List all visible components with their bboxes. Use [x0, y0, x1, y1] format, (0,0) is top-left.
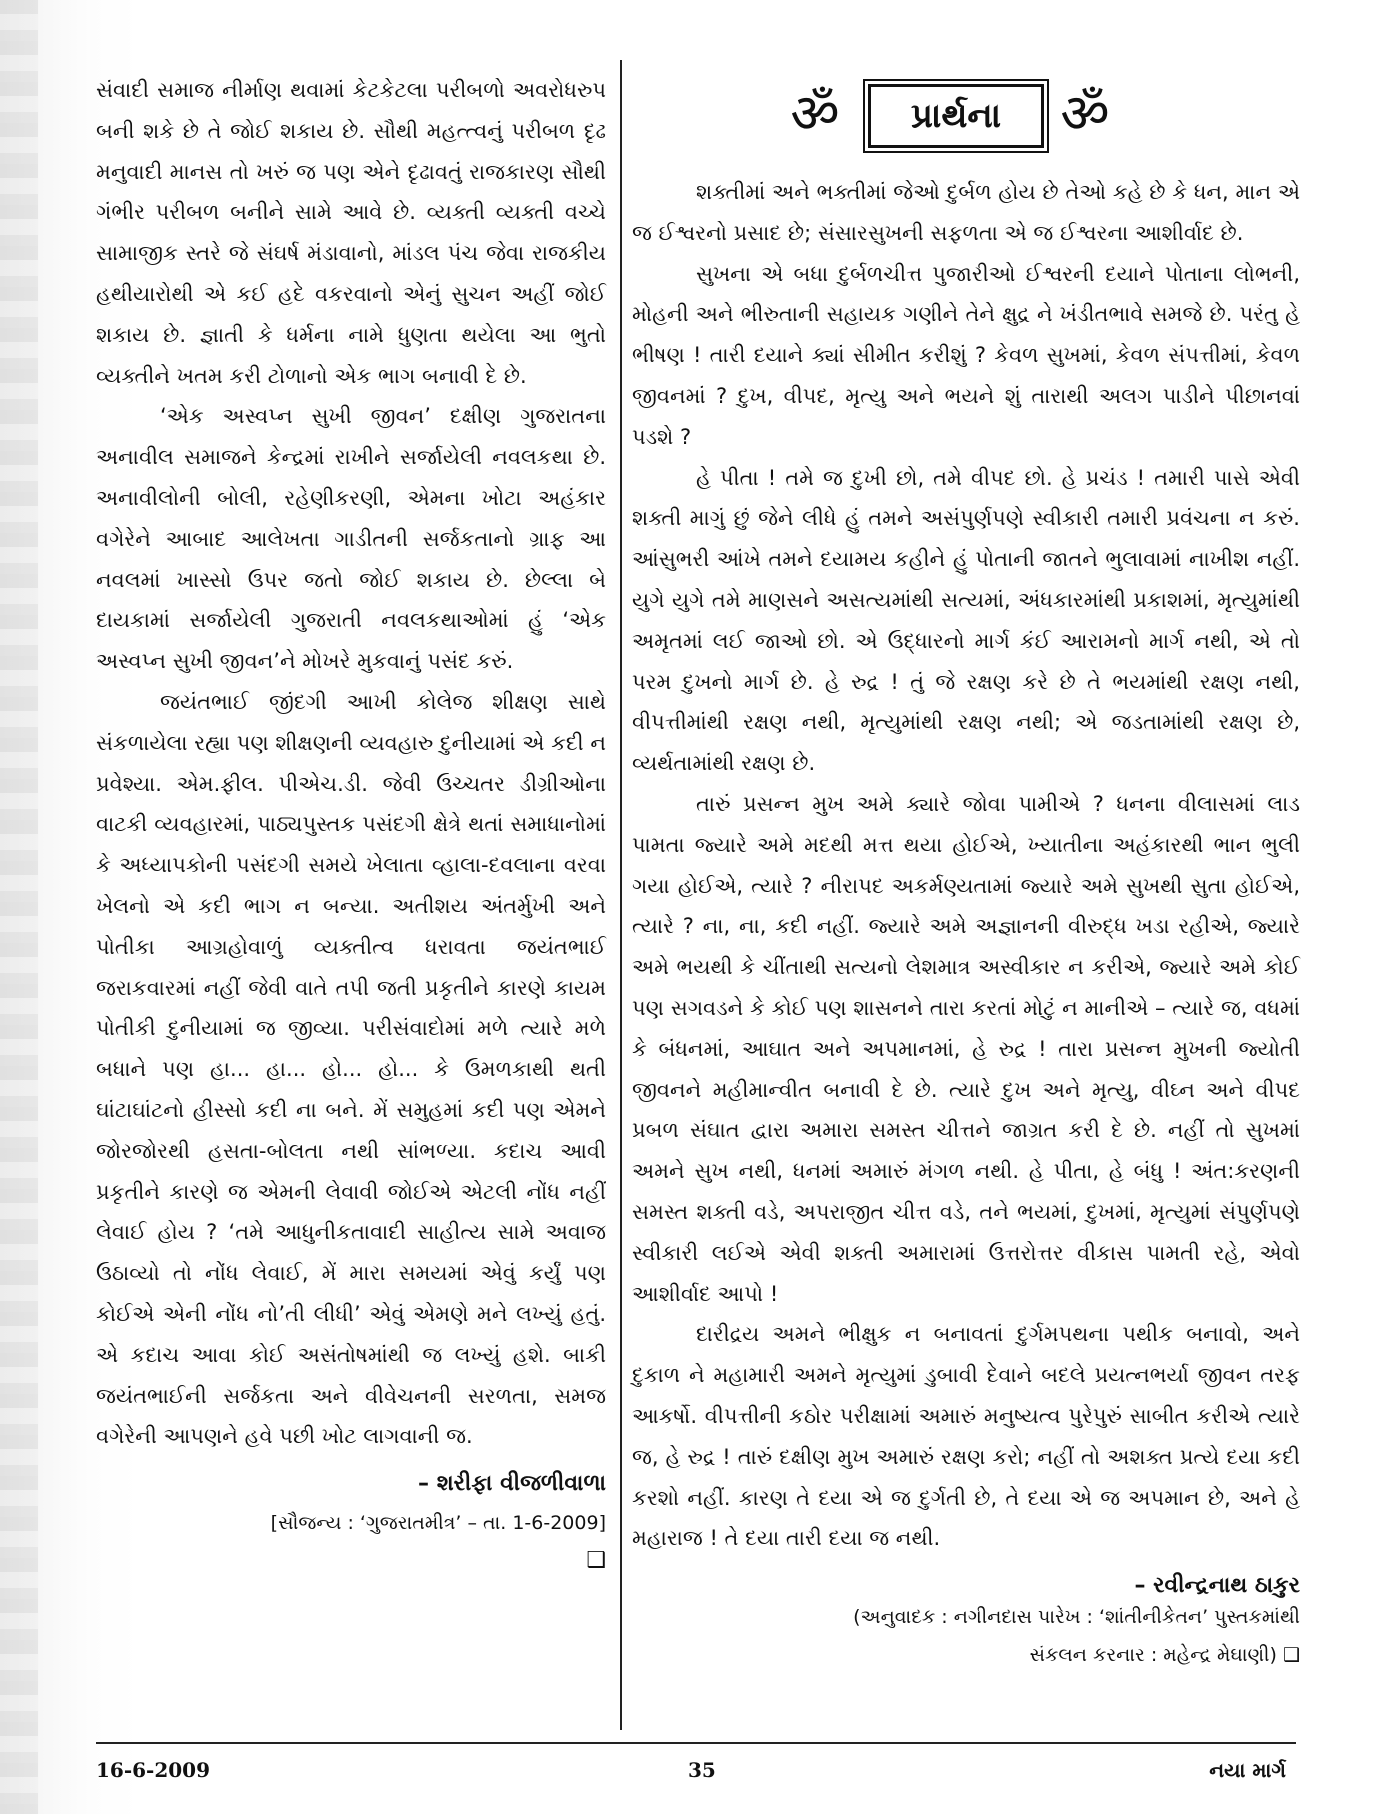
- prayer-header: [632, 70, 1300, 166]
- left-paragraph-2: ‘એક અસ્વપ્ન સુખી જીવન’ દક્ષીણ ગુજરાતના અનાવીલ સમાજને કેન્દ્રમાં રાખીને સર્જાયેલી નવલકથા છે. અનાવીલોની બોલી, રહેણીકરણી, એમના ખોટા અહંકાર વગેરેને આબાદ આલેખતા ગાડીતની સર્જકતાનો ગ્રાફ આ નવલમાં ખાસ્સો ઉપર જતો જોઈ શકાય છે. છેલ્લા બે દાયકામાં સર્જાયેલી ગુજરાતી નવલકથાઓમાં હું ‘એક અસ્વપ્ન સુખી જીવન’ને મોખરે મુકવાનું પસંદ કરું.: [96, 404, 606, 674]
- magazine-name: નયા માર્ગ: [1209, 1758, 1286, 1782]
- prayer-title: પ્રાર્થના: [868, 84, 1044, 148]
- author-signature: – શરીફા વીજળીવાળા: [418, 1471, 606, 1497]
- right-paragraph-3: હે પીતા ! તમે જ દુખી છો, તમે વીપદ છો. હે પ્રચંડ ! તમારી પાસે એવી શક્તી માગું છું જેને લીધે હું તમને અસંપુર્ણપણે સ્વીકારી તમારી પ્રવંચના ન કરું. આંસુભરી આંખે તમને દયામય કહીને હું પોતાની જાતને ભુલાવામાં નાખીશ નહીં. યુગે યુગે તમે માણસને અસત્યમાંથી સત્યમાં, અંધકારમાંથી પ્રકાશમાં, મૃત્યુમાંથી અમૃતમાં લઈ જાઓ છો. એ ઉદ્ધારનો માર્ગ કંઈ આરામનો માર્ગ નથી, એ તો પરમ દુખનો માર્ગ છે. હે રુદ્ર ! તું જે રક્ષણ કરે છે તે ભયમાંથી રક્ષણ નથી, વીપત્તીમાંથી રક્ષણ નથી, મૃત્યુમાંથી રક્ષણ નથી; એ જડતામાંથી રક્ષણ છે, વ્યર્થતામાંથી રક્ષણ છે.: [632, 465, 1300, 776]
- column-divider: [620, 60, 622, 1730]
- poet-signature: – રવીન્દ્રનાથ ઠાકુર: [1134, 1573, 1300, 1599]
- om-icon: ॐ: [790, 82, 840, 145]
- left-column: [96, 70, 606, 1573]
- page-number: 35: [688, 1758, 716, 1782]
- left-paragraph-1: સંવાદી સમાજ નીર્માણ થવામાં કેટકેટલા પરીબળો અવરોધરુપ બની શકે છે તે જોઈ શકાય છે. સૌથી મહત્ત્વનું પરીબળ દૃઢ મનુવાદી માનસ તો ખરું જ પણ એને દૃઢાવતું રાજકારણ સૌથી ગંભીર પરીબળ બનીને સામે આવે છે. વ્યક્તી વ્યક્તી વચ્ચે સામાજીક સ્તરે જે સંઘર્ષ મંડાવાનો, માંડલ પંચ જેવા રાજકીય હથીયારોથી એ કઈ હદે વકરવાનો એનું સુચન અહીં જોઈ શકાય છે. જ્ઞાતી કે ધર્મના નામે ધુણતા થયેલા આ ભુતો વ્યક્તીને ખતમ કરી ટોળાનો એક ભાગ બનાવી દે છે.: [96, 78, 606, 388]
- right-paragraph-5: દારીદ્રય અમને ભીક્ષુક ન બનાવતાં દુર્ગમપથના પથીક બનાવો, અને દુકાળ ને મહામારી અમને મૃત્યુમાં ડુબાવી દેવાને બદલે પ્રયત્નભર્યા જીવન તરફ આકર્ષો. વીપત્તીની કઠોર પરીક્ષામાં અમારું મનુષ્યત્વ પુરેપુરું સાબીત કરીએ ત્યારે જ, હે રુદ્ર ! તારું દક્ષીણ મુખ અમારું રક્ષણ કરો; નહીં તો અશક્ત પ્રત્યે દયા કદી કરશો નહીં. કારણ તે દયા એ જ દુર્ગતી છે, તે દયા એ જ અપમાન છે, અને હે મહારાજ ! તે દયા તારી દયા જ નથી.: [632, 1322, 1300, 1551]
- page-footer: [96, 1742, 1296, 1804]
- right-column: [632, 70, 1300, 1674]
- issue-date: 16-6-2009: [96, 1758, 211, 1782]
- right-paragraph-4: તારું પ્રસન્ન મુખ અમે ક્યારે જોવા પામીએ ? ધનના વીલાસમાં લાડ પામતા જ્યારે અમે મદથી મત્ત થયા હોઈએ, ખ્યાતીના અહંકારથી ભાન ભુલી ગયા હોઈએ, ત્યારે ? નીરાપદ અકર્મણ્યતામાં જ્યારે અમે સુખથી સુતા હોઈએ, ત્યારે ? ના, ના, કદી નહીં. જ્યારે અમે અજ્ઞાનની વીરુદ્ધ ખડા રહીએ, જ્યારે અમે ભયથી કે ચીંતાથી સત્યનો લેશમાત્ર અસ્વીકાર ન કરીએ, જ્યારે અમે કોઈ પણ સગવડને કે કોઈ પણ શાસનને તારા કરતાં મોટું ન માનીએ – ત્યારે જ, વધમાં કે બંધનમાં, આઘાત અને અપમાનમાં, હે રુદ્ર ! તારા પ્રસન્ન મુખની જ્યોતી જીવનને મહીમાન્વીત બનાવી દે છે. ત્યારે દુખ અને મૃત્યુ, વીઘ્ન અને વીપદ પ્રબળ સંઘાત દ્વારા અમારા સમસ્ત ચીત્તને જાગ્રત કરી દે છે. નહીં તો સુખમાં અમને સુખ નથી, ધનમાં અમારું મંગળ નથી. હે પીતા, હે બંધુ ! અંત:કરણની સમસ્ત શક્તી વડે, અપરાજીત ચીત્ત વડે, તને ભયમાં, દુખમાં, મૃત્યુમાં સંપુર્ણપણે સ્વીકારી લઈએ એવી શક્તી અમારામાં ઉત્તરોત્તર વીકાસ પામતી રહે, એવો આશીર્વાદ આપો !: [632, 791, 1300, 1306]
- translator-credit: (અનુવાદક : નગીનદાસ પારેખ : ‘શાંતીનીકેતન’ પુસ્તકમાંથી: [853, 1606, 1300, 1629]
- compiler-credit: સંકલન કરનાર : મહેન્દ્ર મેઘાણી): [1029, 1644, 1277, 1667]
- om-icon: ॐ: [1060, 82, 1110, 145]
- source-credit: [સૌજન્ય : ‘ગુજરાતમીત્ર’ – તા. 1-6-2009]: [270, 1512, 606, 1535]
- end-mark-icon: ❑: [586, 1548, 606, 1574]
- end-mark-icon: ❑: [1282, 1644, 1300, 1667]
- compiler-credit-line: [632, 1636, 1300, 1674]
- left-paragraph-3: જયંતભાઈ જીંદગી આખી કોલેજ શીક્ષણ સાથે સંકળાયેલા રહ્યા પણ શીક્ષણની વ્યવહારુ દુનીયામાં એ કદી ન પ્રવેશ્યા. એમ.ફીલ. પીએચ.ડી. જેવી ઉચ્ચતર ડીગ્રીઓના વાટકી વ્યવહારમાં, પાઠ્યપુસ્તક પસંદગી ક્ષેત્રે થતાં સમાધાનોમાં કે અધ્યાપકોની પસંદગી સમયે ખેલાતા વ્હાલા-દવલાના વરવા ખેલનો એ કદી ભાગ ન બન્યા. અતીશય અંતર્મુખી અને પોતીકા આગ્રહોવાળું વ્યક્તીત્વ ધરાવતા જયંતભાઈ જરાકવારમાં નહીં જેવી વાતે તપી જતી પ્રકૃતીને કારણે કાયમ પોતીકી દુનીયામાં જ જીવ્યા. પરીસંવાદોમાં મળે ત્યારે મળે બધાને પણ હા... હા... હો... હો... કે ઉમળકાથી થતી ઘાંટાઘાંટનો હીસ્સો કદી ના બને. મેં સમુહમાં કદી પણ એમને જોરજોરથી હસતા-બોલતા નથી સાંભળ્યા. કદાચ આવી પ્રકૃતીને કારણે જ એમની લેવાવી જોઈએ એટલી નોંધ નહીં લેવાઈ હોય ? ‘તમે આધુનીકતાવાદી સાહીત્ય સામે અવાજ ઉઠાવ્યો તો નોંધ લેવાઈ, મેં મારા સમયમાં એવું કર્યું પણ કોઈએ એની નોંધ નો’તી લીધી’ એવું એમણે મને લખ્યું હતું. એ કદાચ આવા કોઈ અસંતોષમાંથી જ લખ્યું હશે. બાકી જયંતભાઈની સર્જકતા અને વીવેચનની સરળતા, સમજ વગેરેની આપણને હવે પછી ખોટ લાગવાની જ.: [96, 689, 606, 1449]
- right-paragraph-1: શક્તીમાં અને ભક્તીમાં જેઓ દુર્બળ હોય છે તેઓ કહે છે કે ધન, માન એ જ ઈશ્વરનો પ્રસાદ છે; સંસારસુખની સફળતા એ જ ઈશ્વરના આશીર્વાદ છે.: [632, 180, 1300, 245]
- right-paragraph-2: સુખના એ બધા દુર્બળચીત્ત પુજારીઓ ઈશ્વરની દયાને પોતાના લોભની, મોહની અને ભીરુતાની સહાયક ગણીને તેને ક્ષુદ્ર ને ખંડીતભાવે સમજે છે. પરંતુ હે ભીષણ ! તારી દયાને ક્યાં સીમીત કરીશું ? કેવળ સુખમાં, કેવળ સંપત્તીમાં, કેવળ જીવનમાં ? દુખ, વીપદ, મૃત્યુ અને ભયને શું તારાથી અલગ પાડીને પીછાનવાં પડશે ?: [632, 261, 1300, 449]
- torn-page-edge: [0, 0, 38, 1814]
